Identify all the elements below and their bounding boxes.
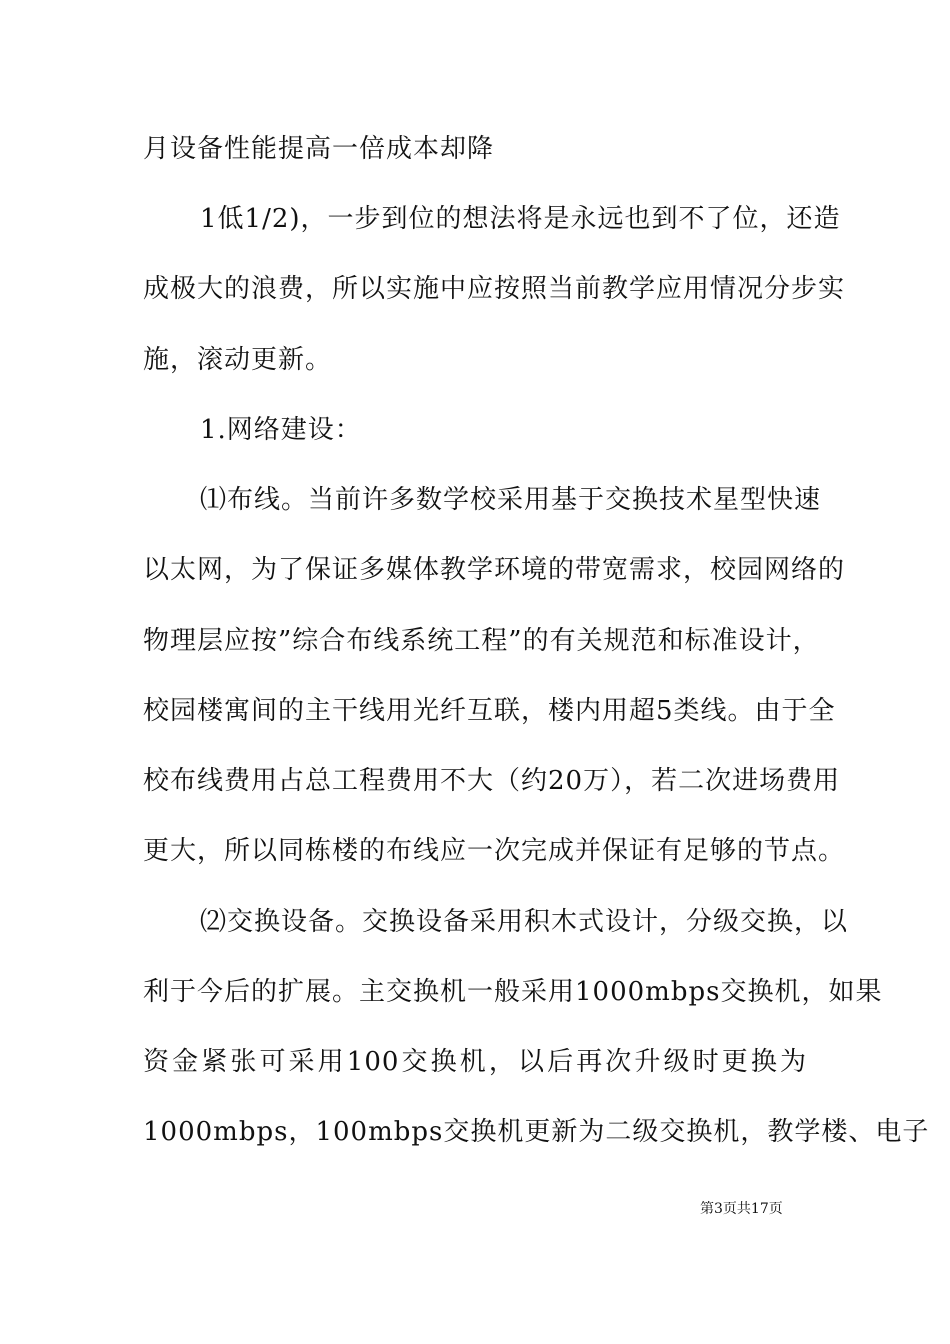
text-line-15: 1000mbps，100mbps交换机更新为二级交换机，教学楼、电子 (143, 1117, 930, 1147)
text-line-8: 物理层应按”综合布线系统工程”的有关规范和标准设计， (143, 626, 820, 656)
text-line-3: 成极大的浪费，所以实施中应按照当前教学应用情况分步实 (143, 274, 846, 304)
section-heading: 1.网络建设： (200, 415, 362, 445)
text-line-6: ⑴布线。当前许多数学校采用基于交换技术星型快速 (200, 485, 822, 515)
text-line-11: 更大，所以同栋楼的布线应一次完成并保证有足够的节点。 (143, 836, 846, 866)
text-line-13: 利于今后的扩展。主交换机一般采用1000mbps交换机，如果 (143, 977, 883, 1007)
text-line-9: 校园楼寓间的主干线用光纤互联，楼内用超5类线。由于全 (143, 696, 836, 726)
text-line-4: 施，滚动更新。 (143, 345, 333, 375)
text-line-2: 1低1/2)，一步到位的想法将是永远也到不了位，还造 (200, 204, 841, 234)
text-line-1: 月设备性能提高一倍成本却降 (143, 134, 495, 164)
text-line-14: 资金紧张可采用100交换机，以后再次升级时更换为 (143, 1047, 807, 1077)
text-line-7: 以太网，为了保证多媒体教学环境的带宽需求，校园网络的 (143, 555, 846, 585)
text-line-10: 校布线费用占总工程费用不大（约20万），若二次进场费用 (143, 766, 841, 796)
text-line-12: ⑵交换设备。交换设备采用积木式设计，分级交换，以 (200, 907, 849, 937)
page-number-footer: 第3页共17页 (700, 1201, 783, 1217)
